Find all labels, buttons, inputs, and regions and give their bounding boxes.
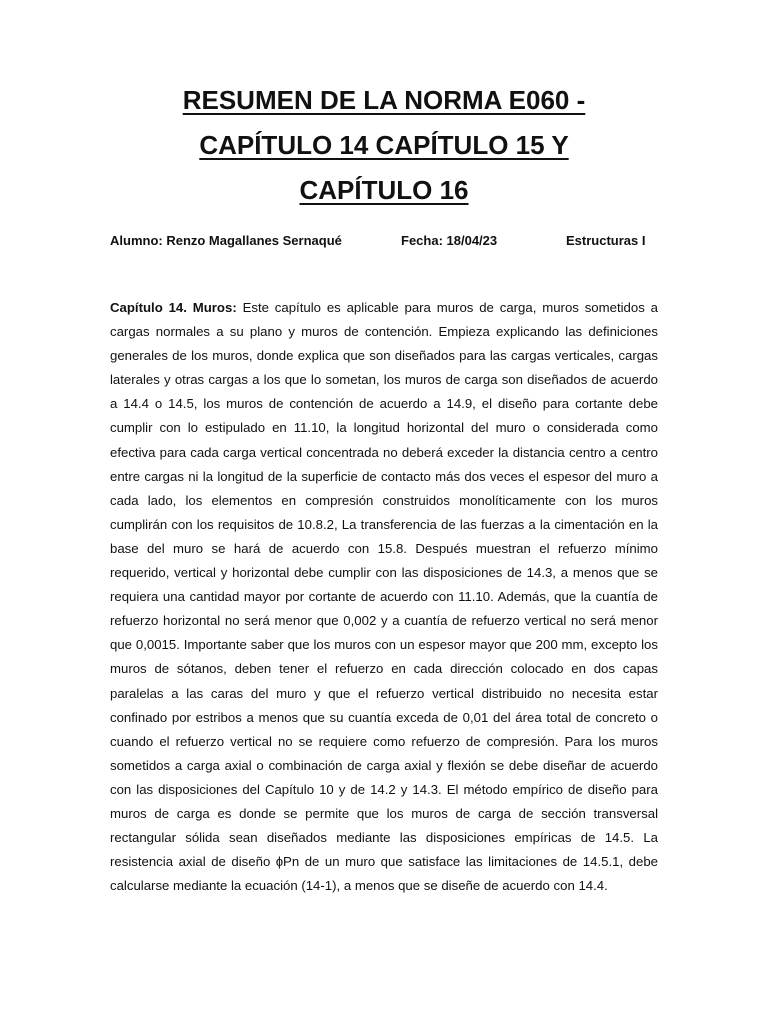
title-line-2: CAPÍTULO 14 CAPÍTULO 15 Y [199,130,569,160]
document-meta [110,233,658,253]
title-line-1: RESUMEN DE LA NORMA E060 - [182,85,586,115]
chapter-body: Este capítulo es aplicable para muros de carga, muros sometidos a cargas normales a su plano y muros de contención. Empieza explicando las definiciones generales de los muros, donde explica que son diseñados para las cargas verticales, cargas laterales y otras cargas a los que lo sometan, los muros de carga son diseñados de acuerdo a 14.4 o 14.5, los muros de contención de acuerdo a 14.9, el diseño para cortante debe cumplir con lo estipulado en 11.10, la longitud horizontal del muro o considerada como efectiva para cada carga vertical concentrada no deberá exceder la distancia centro a centro entre cargas ni la longitud de la superficie de contacto más dos veces el espesor del muro a cada lado, los elementos en compresión construidos monolíticamente con los muros cumplirán con los requisitos de 10.8.2, La transferencia de las fuerzas a la cimentación en la base del muro se hará de acuerdo con 15.8. Después muestran el refuerzo mínimo requerido, vertical y horizontal debe cumplir con las disposiciones de 14.3, a menos que se requiera una cantidad mayor por cortante de acuerdo con 11.10. Además, que la cuantía de refuerzo horizontal no será menor que 0,002 y a cuantía de refuerzo vertical no será menor que 0,0015. Importante saber que los muros con un espesor mayor que 200 mm, excepto los muros de sótanos, deben tener el refuerzo en cada dirección colocado en dos capas paralelas a las caras del muro y que el refuerzo vertical distribuido no necesita estar confinado por estribos a menos que su cuantía exceda de 0,01 del área total de concreto o cuando el refuerzo vertical no se requiere como refuerzo de compresión. Para los muros sometidos a carga axial o combinación de carga axial y flexión se debe diseñar de acuerdo con las disposiciones del Capítulo 10 y de 14.2 y 14.3. El método empírico de diseño para muros de carga es donde se permite que los muros de carga de sección transversal rectangular sólida sean diseñados mediante las disposiciones empíricas de 14.5. La resistencia axial de diseño ɸPn de un muro que satisface las limitaciones de 14.5.1, debe calcularse mediante la ecuación (14-1), a menos que se diseñe de acuerdo con 14.4. [110,300,658,894]
document-title [110,78,658,213]
chapter-paragraph [110,296,658,898]
document-date: Fecha: 18/04/23 [401,233,498,248]
chapter-heading: Capítulo 14. Muros: [110,300,237,315]
title-line-3: CAPÍTULO 16 [299,175,469,205]
course-name: Estructuras I [566,233,646,248]
student-name: Alumno: Renzo Magallanes Sernaqué [110,233,342,248]
